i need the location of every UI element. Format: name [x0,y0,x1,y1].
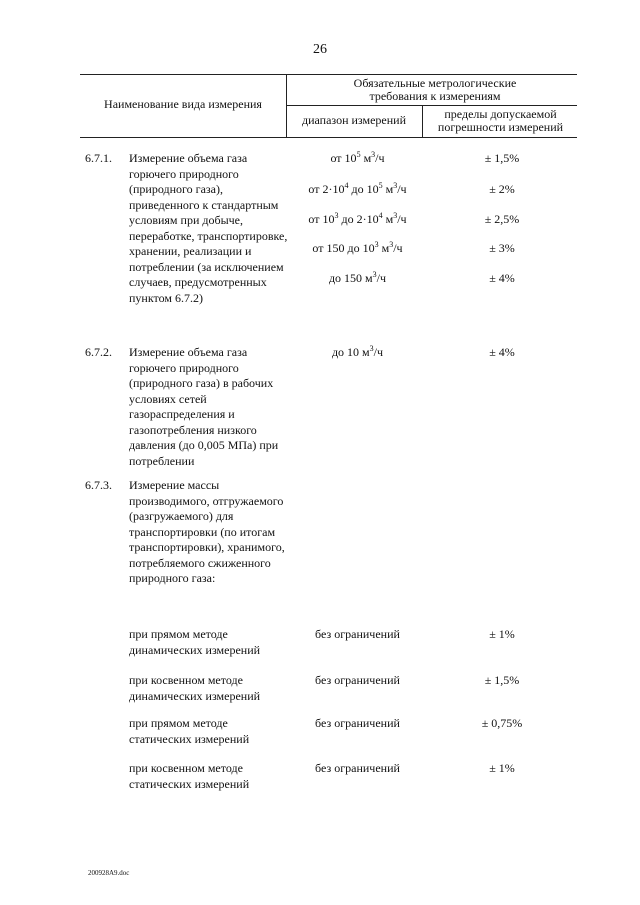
tolerance-value: ± 4% [489,271,515,285]
row-number: 6.7.2. [85,345,112,359]
tolerance-value: ± 1% [489,627,515,641]
method-label: при косвенном методе динамических измерений [129,673,261,703]
tolerance-value: ± 3% [489,241,515,255]
range-value: без ограничений [315,673,400,687]
row-description: Измерение объема газа горючего природного (природного газа) в рабочих условиях сетей газораспределения и газопотребления низкого давления (до 0,005 МПа) при потреблении [129,345,279,468]
page-number: 26 [313,42,327,57]
tolerance-value: ± 0,75% [481,716,523,730]
range-value: до 10 $м^3/ч$ [331,344,384,359]
range-value: от $2\cdot 10^4$ до $10^5$ $м^3/ч$ [308,181,407,196]
row-number: 6.7.1. [85,151,112,165]
header-mid-rule [286,105,577,106]
range-value: до 150 $м^3/ч$ [328,270,387,285]
header-divider-1 [286,74,287,137]
tolerance-value: ± 1% [489,761,515,775]
tolerance-value: ± 2% [489,182,515,196]
header-name-column: Наименование вида измерения [104,97,262,111]
header-tolerance-column: пределы допускаемой погрешности измерений [437,107,564,134]
row-description: Измерение объема газа горючего природного (природного газа), приведенного к стандартным условиям при добыче, переработке, транспортировке, хранении, реализации и потреблении (за исключением случаев, предусмотренных пунктом 6.7.2) [129,151,288,305]
tolerance-value: ± 4% [489,345,515,359]
tolerance-value: ± 1,5% [484,151,520,165]
header-divider-2 [422,105,423,137]
range-value: без ограничений [315,627,400,641]
row-number: 6.7.3. [85,478,112,492]
method-label: при прямом методе статических измерений [129,716,250,746]
range-value: от 150 до $10^3$ $м^3/ч$ [312,240,403,255]
row-description: Измерение массы производимого, отгружаемого (разгружаемого) для транспортировки (по итогам транспортировки), хранимого, потребляемого сжиженного природного газа: [129,478,285,585]
range-value: без ограничений [315,761,400,775]
method-label: при прямом методе динамических измерений [129,627,261,657]
table-top-rule [80,74,577,75]
tolerance-value: ± 2,5% [484,212,520,226]
header-requirements-group: Обязательные метрологические требования к измерениям [353,76,517,103]
header-bottom-rule [80,137,577,138]
tolerance-value: ± 1,5% [484,673,520,687]
range-value: от $10^3$ до $2\cdot 10^4$ $м^3/ч$ [308,211,407,226]
range-value: от $10^5$ $м^3/ч$ [330,150,385,165]
method-label: при косвенном методе статических измерений [129,761,250,791]
range-value: без ограничений [315,716,400,730]
footer-filename: 200928A9.doc [88,869,130,877]
header-range-column: диапазон измерений [301,113,407,127]
